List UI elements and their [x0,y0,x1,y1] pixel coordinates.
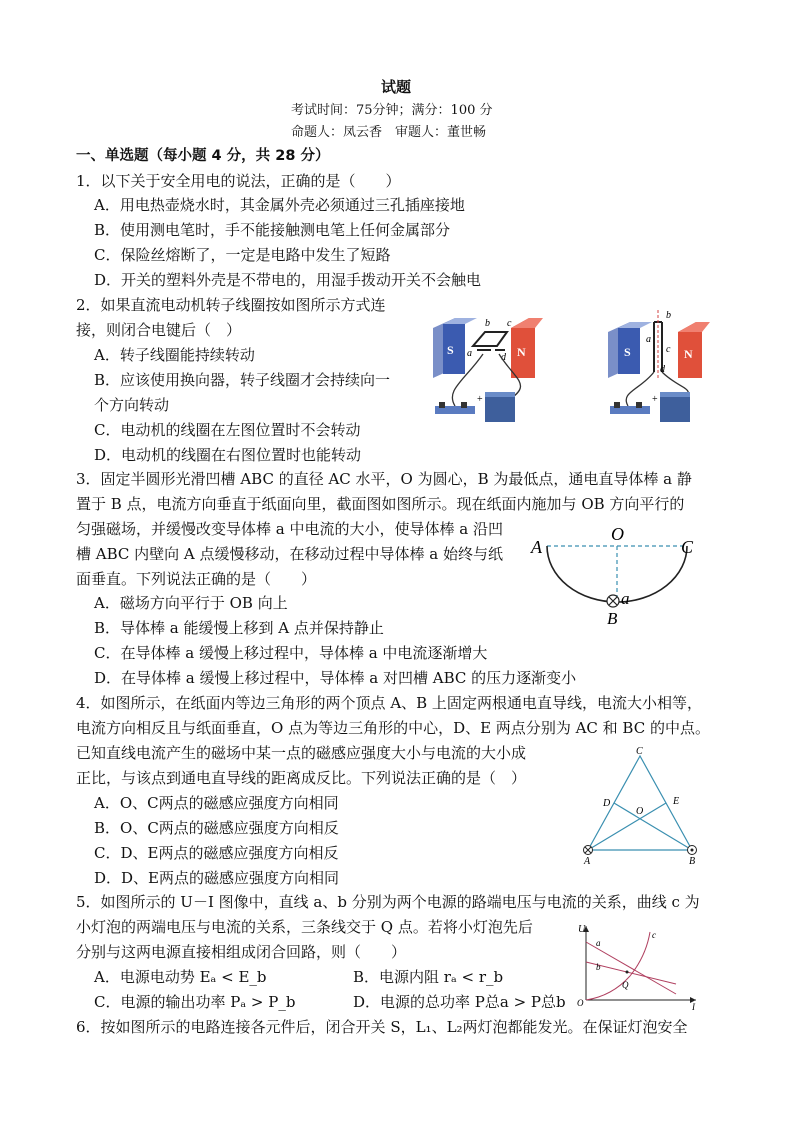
q2-option-a: A．转子线圈能持续转动 [94,346,255,364]
graph-label-c: c [652,930,656,940]
q2-option-d: D．电动机的线圈在右图位置时也能转动 [94,446,362,464]
q1-stem: 1．以下关于安全用电的说法，正确的是（ ） [76,172,401,190]
groove-label-conductor: a [621,589,630,608]
triangle-label-d: D [603,798,611,809]
exam-info: 考试时间：75分钟；满分：100 分 [291,103,493,118]
q5-option-a: A．电源电动势 Eₐ < E_b [94,968,267,986]
q4-option-b: B．O、C两点的磁感应强度方向相反 [94,819,339,837]
q5-option-c: C．电源的输出功率 Pₐ > P_b [94,993,296,1011]
q3-groove-figure [527,522,707,632]
graph-label-q: Q [622,980,629,990]
axis-u-label: U [578,924,586,935]
svg-text:c: c [666,344,671,355]
q2-stem-line1: 2．如果直流电动机转子线圈按如图所示方式连 [76,296,386,314]
q5-option-b: B．电源内阻 rₐ < r_b [353,968,504,986]
q3-stem-line4: 槽 ABC 内壁向 A 点缓慢移动，在移动过程中导体棒 a 始终与纸 [76,545,503,563]
groove-label-b: B [607,609,618,628]
q4-stem-line4: 正比，与该点到通电直导线的距离成反比。下列说法正确的是（ ） [76,769,527,787]
exam-authors: 命题人：凤云香 审题人：董世畅 [291,125,487,140]
q2-option-b-line2: 个方向转动 [94,396,170,414]
page-title: 试题 [381,78,412,96]
q3-option-d: D．在导体棒 a 缓慢上移过程中，导体棒 a 对凹槽 ABC 的压力逐渐变小 [94,669,577,687]
q3-option-a: A．磁场方向平行于 OB 向上 [94,594,288,612]
q3-stem-line5: 面垂直。下列说法正确的是（ ） [76,570,317,588]
graph-label-b: b [596,962,601,972]
graph-origin-label: O [577,998,584,1008]
svg-text:d: d [660,364,665,375]
svg-text:N: N [684,347,693,361]
q4-triangle-figure [578,744,708,866]
groove-label-c: C [681,537,694,557]
triangle-label-o: O [636,806,644,817]
magnet-n-label: N [517,345,526,359]
q5-stem-line3: 分别与这两电源直接相组成闭合回路，则（ ） [76,943,407,961]
axis-i-label: I [692,1002,695,1010]
motor-right [608,310,710,422]
groove-label-a: A [531,537,542,557]
q2-option-c: C．电动机的线圈在左图位置时不会转动 [94,421,361,439]
q4-stem-line3: 已知直线电流产生的磁场中某一点的磁感应强度大小与电流的大小成 [76,744,527,762]
q5-ui-graph [572,920,702,1010]
q3-stem-line1: 3．固定半圆形光滑凹槽 ABC 的直径 AC 水平，O 为圆心，B 为最低点，通电直导体棒 a 静 [76,470,692,488]
q1-option-d: D．开关的塑料外壳是不带电的，用湿手拨动开关不会触电 [94,271,482,289]
triangle-label-e: E [673,796,680,807]
q1-option-b: B．使用测电笔时，手不能接触测电笔上任何金属部分 [94,221,451,239]
q3-option-b: B．导体棒 a 能缓慢上移到 A 点并保持静止 [94,619,384,637]
coil-d-label: d [501,352,506,363]
q2-stem-line2: 接，则闭合电键后（ ） [76,321,242,339]
q3-stem-line3: 匀强磁场，并缓慢改变导体棒 a 中电流的大小，使导体棒 a 沿凹 [76,520,503,538]
q4-option-c: C．D、E两点的磁感应强度方向相反 [94,844,339,862]
svg-text:b: b [666,310,671,321]
svg-text:S: S [624,345,631,359]
svg-text:+: + [652,394,658,405]
triangle-label-c: C [636,746,643,757]
coil-c-label: c [507,318,512,329]
q5-stem-line2: 小灯泡的两端电压与电流的关系，三条线交于 Q 点。若将小灯泡先后 [76,918,533,936]
q1-option-c: C．保险丝熔断了，一定是电路中发生了短路 [94,246,391,264]
q4-option-a: A．O、C两点的磁感应强度方向相同 [94,794,339,812]
q3-stem-line2: 置于 B 点，电流方向垂直于纸面向里，截面图如图所示。现在纸面内施加与 OB 方向平行的 [76,495,685,513]
magnet-s-label: S [447,343,454,357]
q4-stem-line2: 电流方向相反且与纸面垂直，O 点为等边三角形的中心，D、E 两点分别为 AC 和 BC 的中点。 [76,719,710,737]
triangle-label-a: A [584,856,591,866]
q6-stem-line1: 6．按如图所示的电路连接各元件后，闭合开关 S，L₁、L₂两灯泡都能发光。在保证灯泡安全 [76,1018,688,1036]
q1-option-a: A．用电热壶烧水时，其金属外壳必须通过三孔插座接地 [94,196,465,214]
q4-stem-line1: 4．如图所示，在纸面内等边三角形的两个顶点 A、B 上固定两根通电直导线，电流大小相等， [76,694,702,712]
battery-plus-left: + [477,394,483,405]
q3-option-c: C．在导体棒 a 缓慢上移过程中，导体棒 a 中电流逐渐增大 [94,644,488,662]
svg-text:a: a [646,334,651,345]
q2-motor-figure [425,310,715,435]
triangle-label-b: B [689,856,696,866]
q4-option-d: D．D、E两点的磁感应强度方向相同 [94,869,340,887]
section-heading: 一、单选题（每小题 4 分，共 28 分） [76,148,330,164]
q5-option-d: D．电源的总功率 P总a > P总b [353,993,566,1011]
q5-stem-line1: 5．如图所示的 U－I 图像中，直线 a、b 分别为两个电源的路端电压与电流的关系，曲线 c 为 [76,893,700,911]
motor-left [433,318,543,422]
q2-option-b-line1: B．应该使用换向器，转子线圈才会持续向一 [94,371,391,389]
coil-a-label: a [467,348,472,359]
graph-label-a: a [596,938,601,948]
groove-label-o: O [611,524,624,544]
coil-b-label: b [485,318,490,329]
